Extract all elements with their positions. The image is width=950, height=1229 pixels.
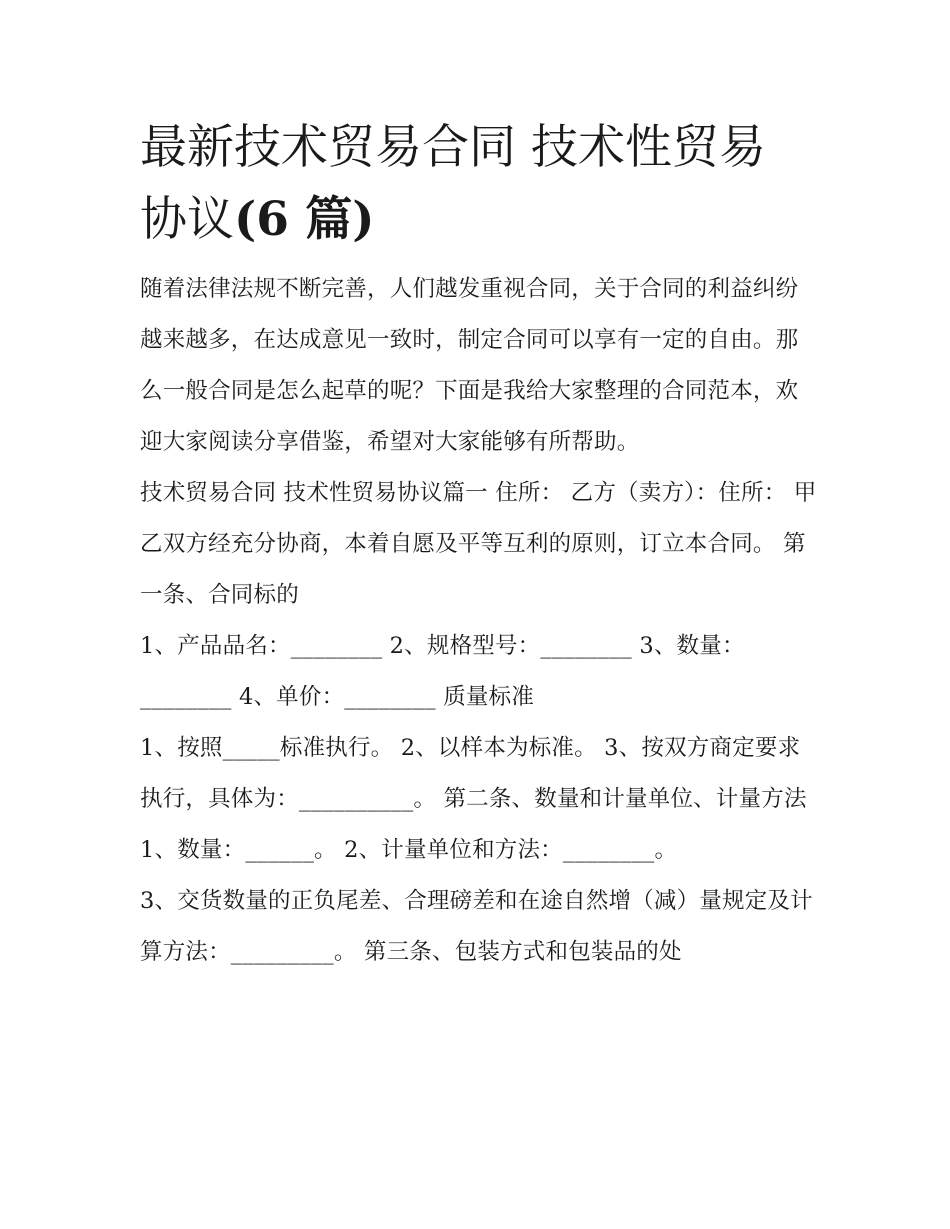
document-title xyxy=(140,112,820,256)
quality-standard-paragraph: 1、按照_____标准执行。 2、以样本为标准。 3、按双方商定要求执行，具体为：__________。 第二条、数量和计量单位、计量方法 xyxy=(140,735,807,812)
quantity-paragraph: 1、数量：______。 2、计量单位和方法：________。 xyxy=(140,837,678,863)
contract-heading-paragraph: 技术贸易合同 技术性贸易协议篇一 住所： 乙方（卖方）：住所： 甲乙双方经充分协商，本着自愿及平等互利的原则，订立本合同。 第一条、合同标的 xyxy=(140,480,817,608)
title-line-2-count: (6 篇) xyxy=(234,192,375,247)
document-body xyxy=(140,112,820,978)
product-info-paragraph: 1、产品品名：________ 2、规格型号：________ 3、数量：________ 4、单价：________ 质量标准 xyxy=(140,633,745,710)
intro-paragraph: 随着法律法规不断完善，人们越发重视合同，关于合同的利益纠纷越来越多，在达成意见一致时，制定合同可以享有一定的自由。那么一般合同是怎么起草的呢？下面是我给大家整理的合同范本，欢迎大家阅读分享借鉴，希望对大家能够有所帮助。 xyxy=(140,276,799,455)
delivery-quantity-paragraph: 3、交货数量的正负尾差、合理磅差和在途自然增（减）量规定及计算方法：_________。 第三条、包装方式和包装品的处 xyxy=(140,888,813,965)
title-line-1: 最新技术贸易合同 技术性贸易 xyxy=(140,120,766,175)
title-line-2-prefix: 协议 xyxy=(140,192,234,247)
